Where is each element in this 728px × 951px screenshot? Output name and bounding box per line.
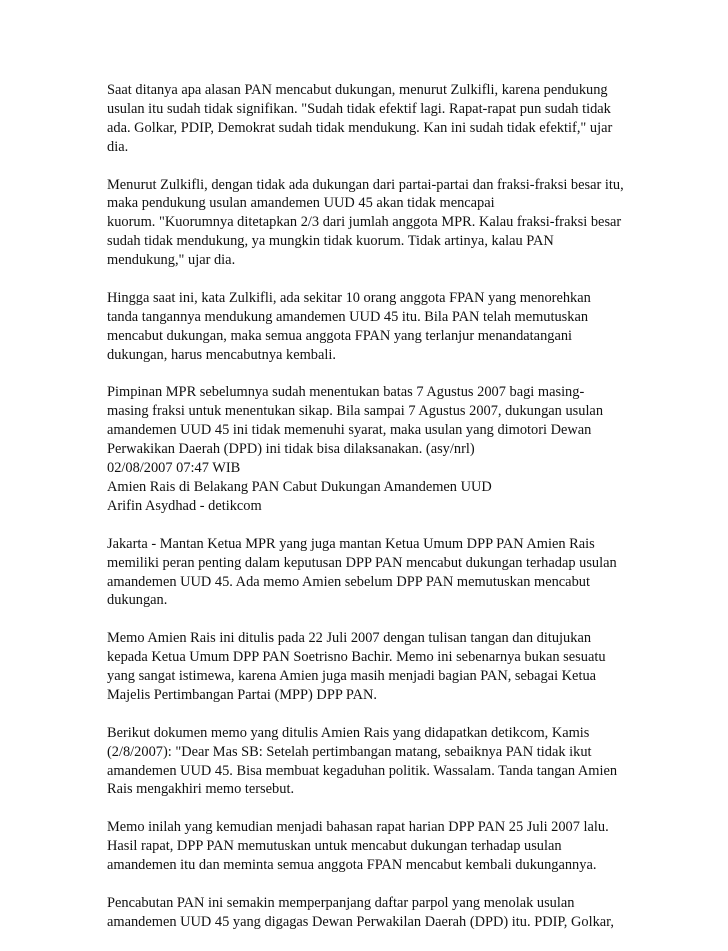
text-line: Jakarta - Mantan Ketua MPR yang juga mantan Ketua Umum DPP PAN Amien Rais: [107, 535, 595, 552]
paragraph-8: [107, 818, 627, 875]
document-page: [107, 81, 627, 951]
text-line: amandemen itu dan meminta semua anggota FPAN mencabut kembali dukungannya.: [107, 857, 597, 874]
text-line: amandemen UUD 45. Bisa membuat kegaduhan politik. Wassalam. Tanda tangan Amien: [107, 762, 618, 779]
paragraph-3: [107, 289, 627, 365]
text-line: Saat ditanya apa alasan PAN mencabut dukungan, menurut Zulkifli, karena pendukung: [107, 82, 608, 98]
text-line: usulan itu sudah tidak signifikan. "Sudah tidak efektif lagi. Rapat-rapat pun sudah tidak: [107, 100, 611, 117]
text-line: Memo Amien Rais ini ditulis pada 22 Juli 2007 dengan tulisan tangan dan ditujukan: [107, 630, 592, 647]
text-line: dukungan, harus mencabutnya kembali.: [107, 346, 336, 363]
byline: Arifin Asydhad - detikcom: [107, 497, 262, 514]
text-line: Majelis Pertimbangan Partai (MPP) DPP PAN.: [107, 686, 377, 703]
paragraph-1: [107, 81, 627, 157]
text-line: yang sangat istimewa, karena Amien juga masih menjadi bagian PAN, sebagai Ketua: [107, 668, 597, 685]
paragraph-2: [107, 176, 627, 271]
text-line: Rais mengakhiri memo tersebut.: [107, 781, 295, 798]
text-line: tanda tangannya mendukung amandemen UUD 45 itu. Bila PAN telah memutuskan: [107, 308, 589, 325]
text-line: dukungan.: [107, 592, 168, 609]
text-line: kuorum. "Kuorumnya ditetapkan 2/3 dari jumlah anggota MPR. Kalau fraksi-fraksi besar: [107, 214, 622, 231]
text-line: Perwakikan Daerah (DPD) ini tidak bisa dilaksanakan. (asy/nrl): [107, 441, 475, 458]
text-line: masing fraksi untuk menentukan sikap. Bila sampai 7 Agustus 2007, dukungan usulan: [107, 403, 604, 420]
text-line: Memo inilah yang kemudian menjadi bahasan rapat harian DPP PAN 25 Juli 2007 lalu.: [107, 819, 609, 836]
text-line: Menurut Zulkifli, dengan tidak ada dukungan dari partai-partai dan fraksi-fraksi besar itu,: [107, 176, 624, 193]
text-line: Hasil rapat, DPP PAN memutuskan untuk mencabut dukungan terhadap usulan: [107, 838, 562, 855]
paragraph-5: [107, 535, 627, 611]
text-line: memiliki peran penting dalam keputusan DPP PAN mencabut dukungan terhadap usulan: [107, 554, 617, 571]
text-line: maka pendukung usulan amandemen UUD 45 akan tidak mencapai: [107, 195, 495, 212]
paragraph-9: [107, 894, 627, 932]
text-line: ada. Golkar, PDIP, Demokrat sudah tidak mendukung. Kan ini sudah tidak efektif," ujar: [107, 119, 613, 136]
text-line: mencabut dukungan, maka semua anggota FPAN yang terlanjur menandatangani: [107, 327, 573, 344]
text-line: Pencabutan PAN ini semakin memperpanjang daftar parpol yang menolak usulan: [107, 894, 575, 911]
paragraph-4: [107, 383, 627, 515]
text-line: sudah tidak mendukung, ya mungkin tidak kuorum. Tidak artinya, kalau PAN: [107, 233, 554, 250]
text-line: kepada Ketua Umum DPP PAN Soetrisno Bachir. Memo ini sebenarnya bukan sesuatu: [107, 649, 606, 666]
text-line: dia.: [107, 138, 129, 155]
article-headline: Amien Rais di Belakang PAN Cabut Dukungan Amandemen UUD: [107, 478, 492, 495]
text-line: Pimpinan MPR sebelumnya sudah menentukan batas 7 Agustus 2007 bagi masing-: [107, 384, 585, 401]
text-line: amandemen UUD 45 ini tidak memenuhi syarat, maka usulan yang dimotori Dewan: [107, 422, 592, 439]
timestamp: 02/08/2007 07:47 WIB: [107, 460, 241, 477]
text-line: mendukung," ujar dia.: [107, 252, 236, 269]
text-line: amandemen UUD 45 yang digagas Dewan Perwakilan Daerah (DPD) itu. PDIP, Golkar,: [107, 913, 614, 930]
text-line: amandemen UUD 45. Ada memo Amien sebelum DPP PAN memutuskan mencabut: [107, 573, 590, 590]
paragraph-7: [107, 724, 627, 800]
text-line: Berikut dokumen memo yang ditulis Amien Rais yang didapatkan detikcom, Kamis: [107, 724, 590, 741]
text-line: Hingga saat ini, kata Zulkifli, ada sekitar 10 orang anggota FPAN yang menorehkan: [107, 289, 591, 306]
text-line: (2/8/2007): "Dear Mas SB: Setelah pertimbangan matang, sebaiknya PAN tidak ikut: [107, 743, 592, 760]
paragraph-6: [107, 629, 627, 705]
